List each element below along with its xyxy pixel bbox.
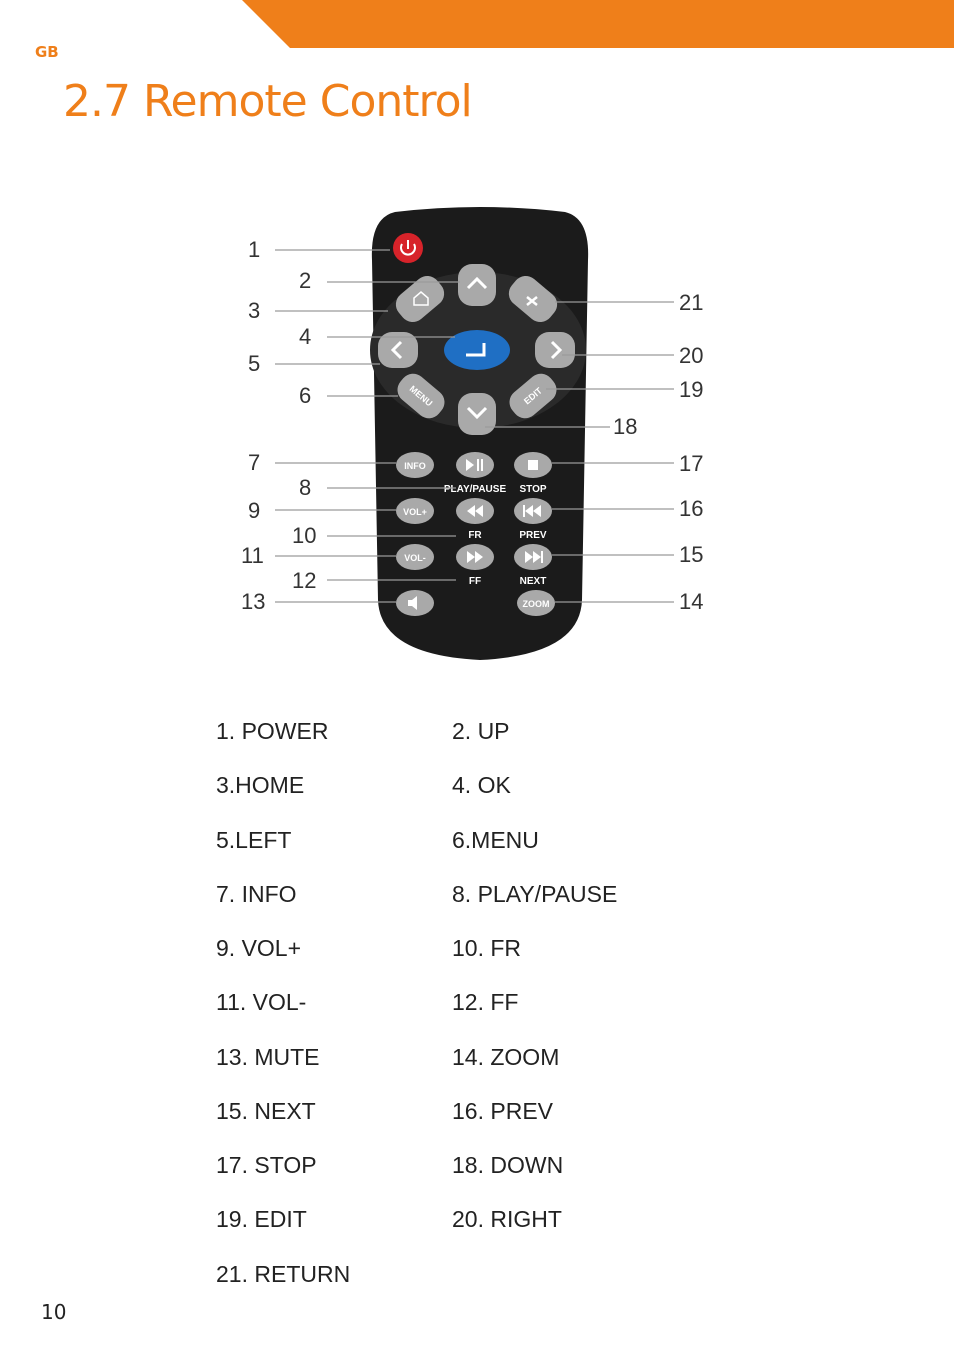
legend-item: 12. FF — [452, 989, 519, 1015]
legend-item: 14. ZOOM — [452, 1044, 560, 1070]
callout-9: 9 — [248, 498, 261, 523]
legend-item: 11. VOL- — [216, 989, 307, 1015]
legend-item: 8. PLAY/PAUSE — [452, 881, 618, 907]
edit-label: EDIT — [521, 385, 545, 407]
callout-14: 14 — [679, 589, 704, 614]
prev-label: PREV — [519, 530, 547, 541]
legend-item: 16. PREV — [452, 1098, 553, 1124]
legend-item: 6.MENU — [452, 827, 539, 853]
callout-10: 10 — [292, 523, 317, 548]
callout-15: 15 — [679, 542, 704, 567]
callout-20: 20 — [679, 343, 704, 368]
header-banner — [0, 0, 954, 50]
stop-label: STOP — [519, 484, 547, 495]
menu-label: MENU — [407, 383, 435, 409]
callout-18: 18 — [613, 414, 638, 439]
fr-label: FR — [468, 530, 482, 541]
callout-1: 1 — [248, 237, 261, 262]
legend-item: 17. STOP — [216, 1152, 317, 1178]
callout-2: 2 — [299, 268, 312, 293]
zoom-label: ZOOM — [522, 599, 550, 609]
legend-item: 21. RETURN — [216, 1261, 351, 1287]
page-title: 2.7 Remote Control — [63, 76, 472, 127]
remote-control-diagram — [230, 195, 730, 670]
callout-5: 5 — [248, 351, 261, 376]
info-label: INFO — [404, 461, 426, 471]
legend-item: 19. EDIT — [216, 1206, 307, 1232]
vol-up-label: VOL+ — [403, 507, 427, 517]
callout-19: 19 — [679, 377, 704, 402]
legend-item: 1. POWER — [216, 718, 329, 744]
callout-13: 13 — [241, 589, 266, 614]
down-button-icon — [458, 393, 496, 435]
vol-down-label: VOL- — [404, 553, 426, 563]
ff-label: FF — [468, 576, 482, 587]
up-button-icon — [458, 264, 496, 306]
legend-item: 10. FR — [452, 935, 522, 961]
callout-21: 21 — [679, 290, 704, 315]
callout-6: 6 — [299, 383, 312, 408]
callout-11: 11 — [241, 543, 264, 568]
legend-item: 20. RIGHT — [452, 1206, 562, 1232]
legend-item: 18. DOWN — [452, 1152, 564, 1178]
callout-17: 17 — [679, 451, 704, 476]
next-label: NEXT — [519, 576, 547, 587]
legend-item: 13. MUTE — [216, 1044, 320, 1070]
legend-item: 4. OK — [452, 772, 511, 798]
play-pause-icon — [456, 452, 494, 478]
callout-4: 4 — [299, 324, 312, 349]
callout-7: 7 — [248, 450, 261, 475]
right-button-icon — [535, 332, 575, 368]
legend-item: 9. VOL+ — [216, 935, 302, 961]
language-tag: GB — [35, 43, 59, 61]
callout-8: 8 — [299, 475, 312, 500]
page-number: 10 — [41, 1300, 67, 1324]
callout-16: 16 — [679, 496, 704, 521]
legend-item: 5.LEFT — [216, 827, 292, 853]
legend-item: 7. INFO — [216, 881, 297, 907]
legend-item: 3.HOME — [216, 772, 305, 798]
play-pause-label: PLAY/PAUSE — [443, 484, 507, 495]
callout-12: 12 — [292, 568, 317, 593]
legend-item: 2. UP — [452, 718, 510, 744]
legend-item: 15. NEXT — [216, 1098, 316, 1124]
callout-3: 3 — [248, 298, 261, 323]
ok-button-icon — [444, 330, 510, 370]
